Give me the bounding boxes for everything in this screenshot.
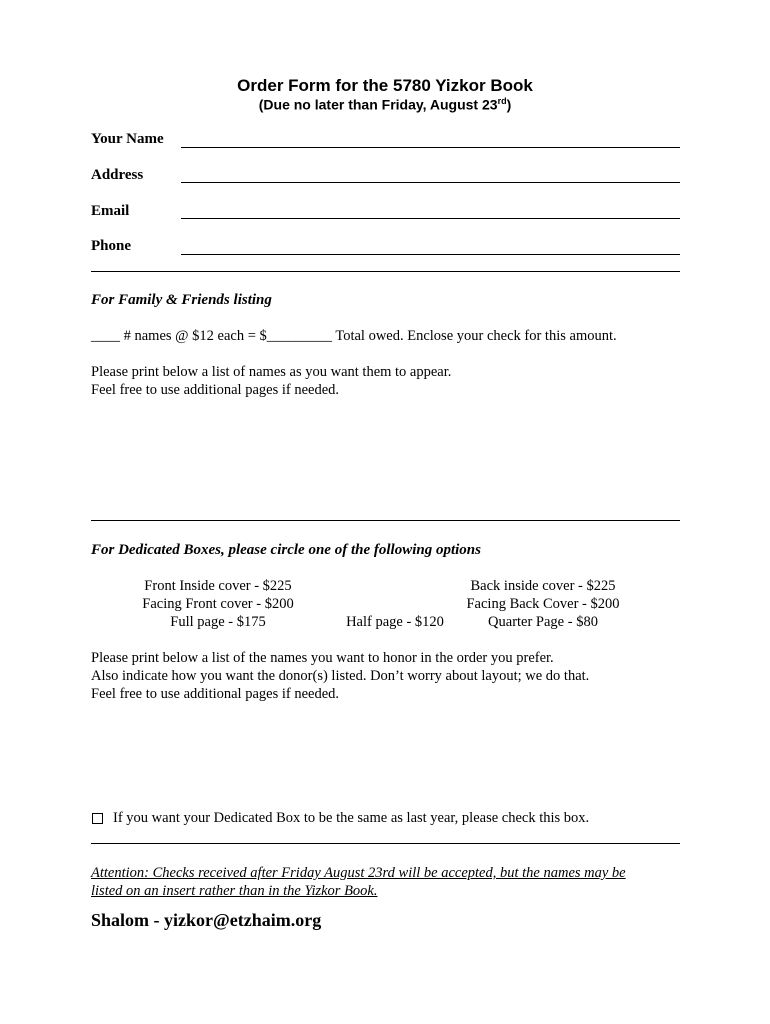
subtitle-close: ) bbox=[506, 96, 512, 113]
options-right-column bbox=[453, 577, 633, 631]
name-field[interactable] bbox=[181, 147, 680, 148]
family-section-heading: For Family & Friends listing bbox=[91, 292, 272, 308]
family-instruction-1: Please print below a list of names as you want them to appear. bbox=[91, 364, 452, 380]
dedicated-section-heading: For Dedicated Boxes, please circle one of the following options bbox=[91, 542, 481, 558]
option-facing-front-cover[interactable]: Facing Front cover - $200 bbox=[142, 596, 294, 612]
attention-note bbox=[91, 864, 691, 900]
phone-label: Phone bbox=[91, 238, 132, 254]
email-label: Email bbox=[91, 203, 130, 219]
attention-line-2: listed on an insert rather than in the Yizkor Book. bbox=[91, 883, 378, 899]
address-field[interactable] bbox=[181, 182, 680, 183]
address-label: Address bbox=[91, 167, 144, 183]
email-field[interactable] bbox=[181, 218, 680, 219]
family-calc-line: ____ # names @ $12 each = $_________ Total owed. Enclose your check for this amount. bbox=[91, 328, 617, 344]
option-half-page[interactable]: Half page - $120 bbox=[346, 614, 444, 630]
option-quarter-page[interactable]: Quarter Page - $80 bbox=[488, 614, 598, 630]
section-divider bbox=[91, 520, 680, 521]
option-front-inside-cover[interactable]: Front Inside cover - $225 bbox=[144, 578, 292, 594]
option-facing-back-cover[interactable]: Facing Back Cover - $200 bbox=[466, 596, 620, 612]
dedicated-instruction-2: Also indicate how you want the donor(s) listed. Don’t worry about layout; we do that. bbox=[91, 668, 590, 684]
family-instruction-2: Feel free to use additional pages if needed. bbox=[91, 382, 340, 398]
options-left-column bbox=[128, 577, 308, 631]
section-divider bbox=[91, 271, 680, 272]
signoff-email: Shalom - yizkor@etzhaim.org bbox=[91, 910, 322, 930]
same-as-last-year-checkbox[interactable] bbox=[92, 813, 103, 824]
attention-line-1: Attention: Checks received after Friday August 23rd will be accepted, but the names may be bbox=[91, 865, 626, 881]
dedicated-instruction-1: Please print below a list of the names you want to honor in the order you prefer. bbox=[91, 650, 554, 666]
option-full-page[interactable]: Full page - $175 bbox=[170, 614, 266, 630]
page-title: Order Form for the 5780 Yizkor Book bbox=[237, 76, 533, 95]
page-subtitle bbox=[0, 96, 770, 113]
name-label: Your Name bbox=[91, 131, 164, 147]
same-as-last-year-label: If you want your Dedicated Box to be the same as last year, please check this box. bbox=[113, 810, 590, 826]
phone-field[interactable] bbox=[181, 254, 680, 255]
option-back-inside-cover[interactable]: Back inside cover - $225 bbox=[470, 578, 616, 594]
section-divider bbox=[91, 843, 680, 844]
dedicated-instruction-3: Feel free to use additional pages if needed. bbox=[91, 686, 340, 702]
options-middle-column bbox=[330, 613, 460, 631]
subtitle-text: (Due no later than Friday, August 23 bbox=[258, 96, 498, 113]
subtitle-superscript: rd bbox=[497, 96, 507, 106]
